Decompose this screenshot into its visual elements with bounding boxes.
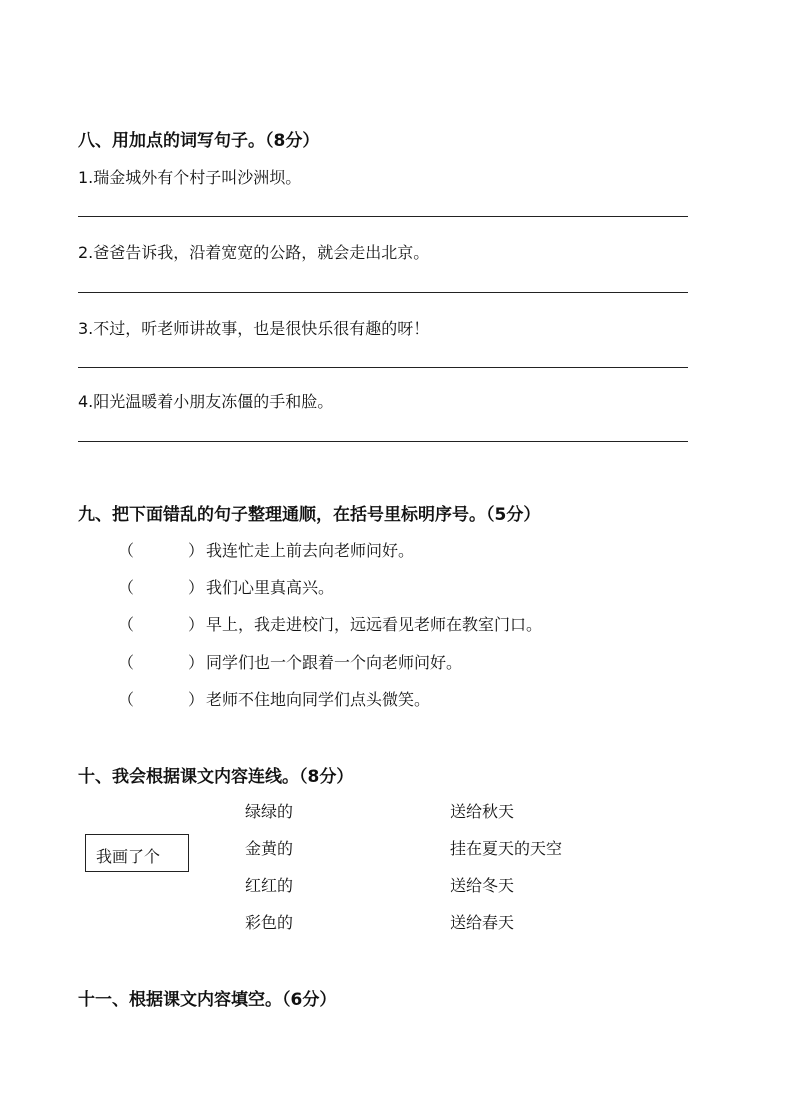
order-row bbox=[118, 575, 718, 597]
open-paren: （ bbox=[118, 615, 135, 634]
order-row bbox=[118, 687, 718, 709]
order-sentence: 早上，我走进校门，远远看见老师在教室门口。 bbox=[206, 615, 543, 634]
answer-line-1[interactable] bbox=[78, 216, 688, 217]
match-left-item[interactable]: 金黄的 bbox=[245, 839, 294, 858]
open-paren: （ bbox=[118, 541, 135, 560]
answer-line-2[interactable] bbox=[78, 292, 688, 293]
order-sentence: 同学们也一个跟着一个向老师问好。 bbox=[206, 653, 463, 672]
match-left-item[interactable]: 彩色的 bbox=[245, 913, 294, 932]
section-8-title: 八、用加点的词写句子。（8分） bbox=[78, 131, 320, 151]
order-sentence: 老师不住地向同学们点头微笑。 bbox=[206, 690, 431, 709]
close-paren: ） bbox=[188, 653, 205, 672]
order-row bbox=[118, 650, 718, 672]
close-paren: ） bbox=[188, 541, 205, 560]
subject-box-text: 我画了个 bbox=[96, 847, 161, 866]
order-row bbox=[118, 538, 718, 560]
match-left-item[interactable]: 红红的 bbox=[245, 876, 294, 895]
sentence-3: 3.不过，听老师讲故事，也是很快乐很有趣的呀！ bbox=[78, 319, 430, 338]
section-9-title: 九、把下面错乱的句子整理通顺，在括号里标明序号。（5分） bbox=[78, 505, 541, 525]
section-11-title: 十一、根据课文内容填空。（6分） bbox=[78, 990, 337, 1010]
order-row bbox=[118, 612, 718, 634]
answer-line-4[interactable] bbox=[78, 441, 688, 442]
sentence-4: 4.阳光温暖着小朋友冻僵的手和脸。 bbox=[78, 392, 334, 411]
answer-line-3[interactable] bbox=[78, 367, 688, 368]
close-paren: ） bbox=[188, 578, 205, 597]
match-left-item[interactable]: 绿绿的 bbox=[245, 802, 294, 821]
match-right-item[interactable]: 送给春天 bbox=[450, 913, 515, 932]
order-sentence: 我连忙走上前去向老师问好。 bbox=[206, 541, 415, 560]
match-right-item[interactable]: 送给冬天 bbox=[450, 876, 515, 895]
match-right-item[interactable]: 挂在夏天的天空 bbox=[450, 839, 563, 858]
match-right-item[interactable]: 送给秋天 bbox=[450, 802, 515, 821]
order-sentence: 我们心里真高兴。 bbox=[206, 578, 335, 597]
order-blank[interactable] bbox=[140, 687, 188, 707]
section-10-title: 十、我会根据课文内容连线。（8分） bbox=[78, 767, 354, 787]
close-paren: ） bbox=[188, 690, 205, 709]
sentence-1: 1.瑞金城外有个村子叫沙洲坝。 bbox=[78, 168, 302, 187]
open-paren: （ bbox=[118, 578, 135, 597]
subject-box bbox=[85, 834, 189, 872]
order-blank[interactable] bbox=[140, 650, 188, 670]
open-paren: （ bbox=[118, 690, 135, 709]
close-paren: ） bbox=[188, 615, 205, 634]
order-blank[interactable] bbox=[140, 575, 188, 595]
order-blank[interactable] bbox=[140, 612, 188, 632]
order-blank[interactable] bbox=[140, 538, 188, 558]
open-paren: （ bbox=[118, 653, 135, 672]
sentence-2: 2.爸爸告诉我，沿着宽宽的公路，就会走出北京。 bbox=[78, 243, 430, 262]
